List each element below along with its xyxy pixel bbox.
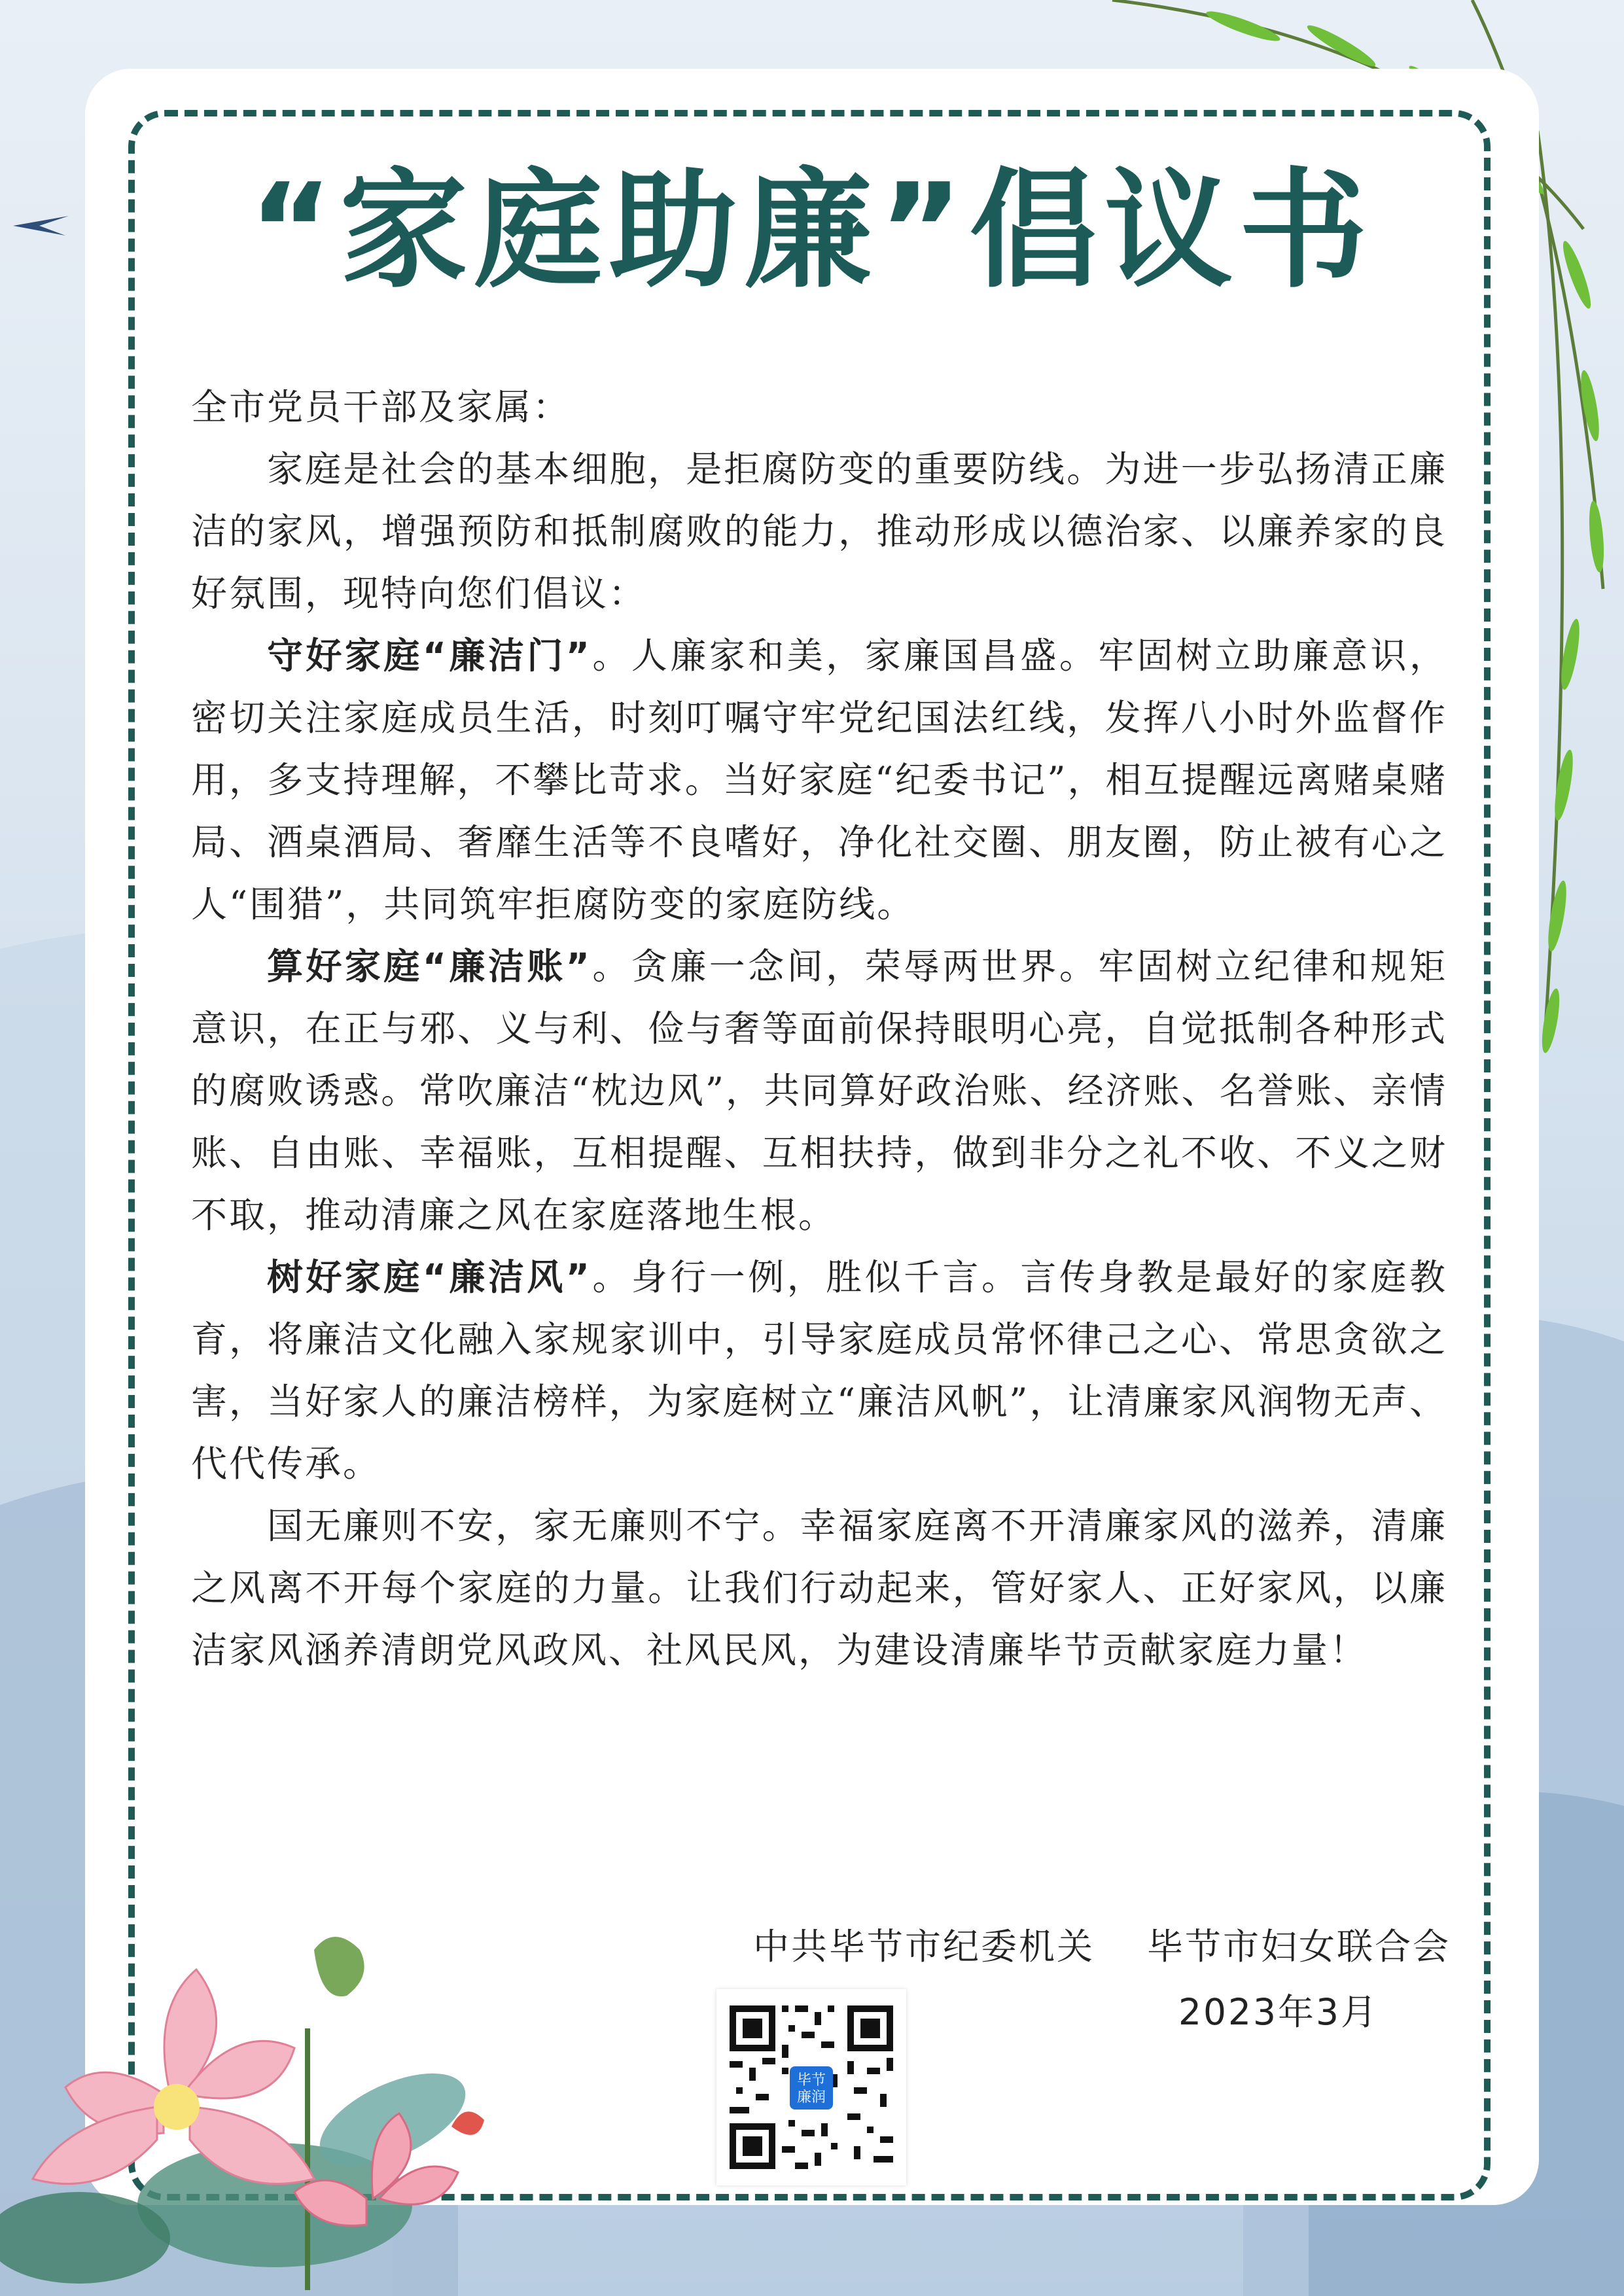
lotus-flower-illustration <box>0 1898 537 2296</box>
section-text: 。贪廉一念间，荣辱两世界。牢固树立纪律和规矩意识，在正与邪、义与利、俭与奢等面前保持眼明心亮，自觉抵制各种形式的腐败诱惑。常吹廉洁“枕边风”，共同算好政治账、经济账、名誉账、亲情账、自由账、幸福账，互相提醒、互相扶持，做到非分之礼不收、不义之财不取，推动清廉之风在家庭落地生根。 <box>191 945 1447 1236</box>
closing-paragraph: 国无廉则不安，家无廉则不宁。幸福家庭离不开清廉家风的滋养，清廉之风离不开每个家庭的力量。让我们行动起来，管好家人、正好家风，以廉洁家风涵养清朗党风政风、社风民风，为建设清廉毕节贡献家庭力量！ <box>191 1505 1447 1671</box>
document-body <box>191 376 1447 1682</box>
section-paragraph-2 <box>191 936 1447 1246</box>
intro-paragraph: 家庭是社会的基本细胞，是拒腐防变的重要防线。为进一步弘扬清正廉洁的家风，增强预防和抵制腐败的能力，推动形成以德治家、以廉养家的良好氛围，现特向您们倡议： <box>191 448 1447 614</box>
section-paragraph-1 <box>191 625 1447 936</box>
qr-badge-label-bottom: 廉润 <box>796 2089 826 2106</box>
section-text: 。身行一例，胜似千言。言传身教是最好的家庭教育，将廉洁文化融入家规家训中，引导家庭成员常怀律己之心、常思贪欲之害，当好家人的廉洁榜样，为家庭树立“廉洁风帆”，让清廉家风润物无声、代代传承。 <box>191 1256 1447 1485</box>
signature-org-2: 毕节市妇女联合会 <box>1146 1926 1451 1968</box>
section-lead: 树好家庭“廉洁风” <box>267 1256 591 1298</box>
signature-date: 2023年3月 <box>1178 1991 1379 2033</box>
qr-code-icon <box>716 1989 906 2185</box>
signature-orgs <box>753 1914 1451 1979</box>
section-lead: 守好家庭“廉洁门” <box>267 635 591 677</box>
section-paragraph-3 <box>191 1246 1447 1495</box>
section-text: 。人廉家和美，家廉国昌盛。牢固树立助廉意识，密切关注家庭成员生活，时刻叮嘱守牢党纪国法红线，发挥八小时外监督作用，多支持理解，不攀比苛求。当好家庭“纪委书记”，相互提醒远离赌桌赌局、酒桌酒局、奢靡生活等不良嗜好，净化社交圈、朋友圈，防止被有心之人“围猎”，共同筑牢拒腐防变的家庭防线。 <box>191 635 1447 925</box>
signature-org-1: 中共毕节市纪委机关 <box>752 1926 1095 1968</box>
section-lead: 算好家庭“廉洁账” <box>267 945 591 987</box>
page-title: “家庭助廉”倡议书 <box>249 156 1374 306</box>
qr-code[interactable] <box>716 1989 906 2185</box>
qr-badge-label-top: 毕节 <box>796 2072 826 2089</box>
salutation: 全市党员干部及家属： <box>191 386 571 428</box>
